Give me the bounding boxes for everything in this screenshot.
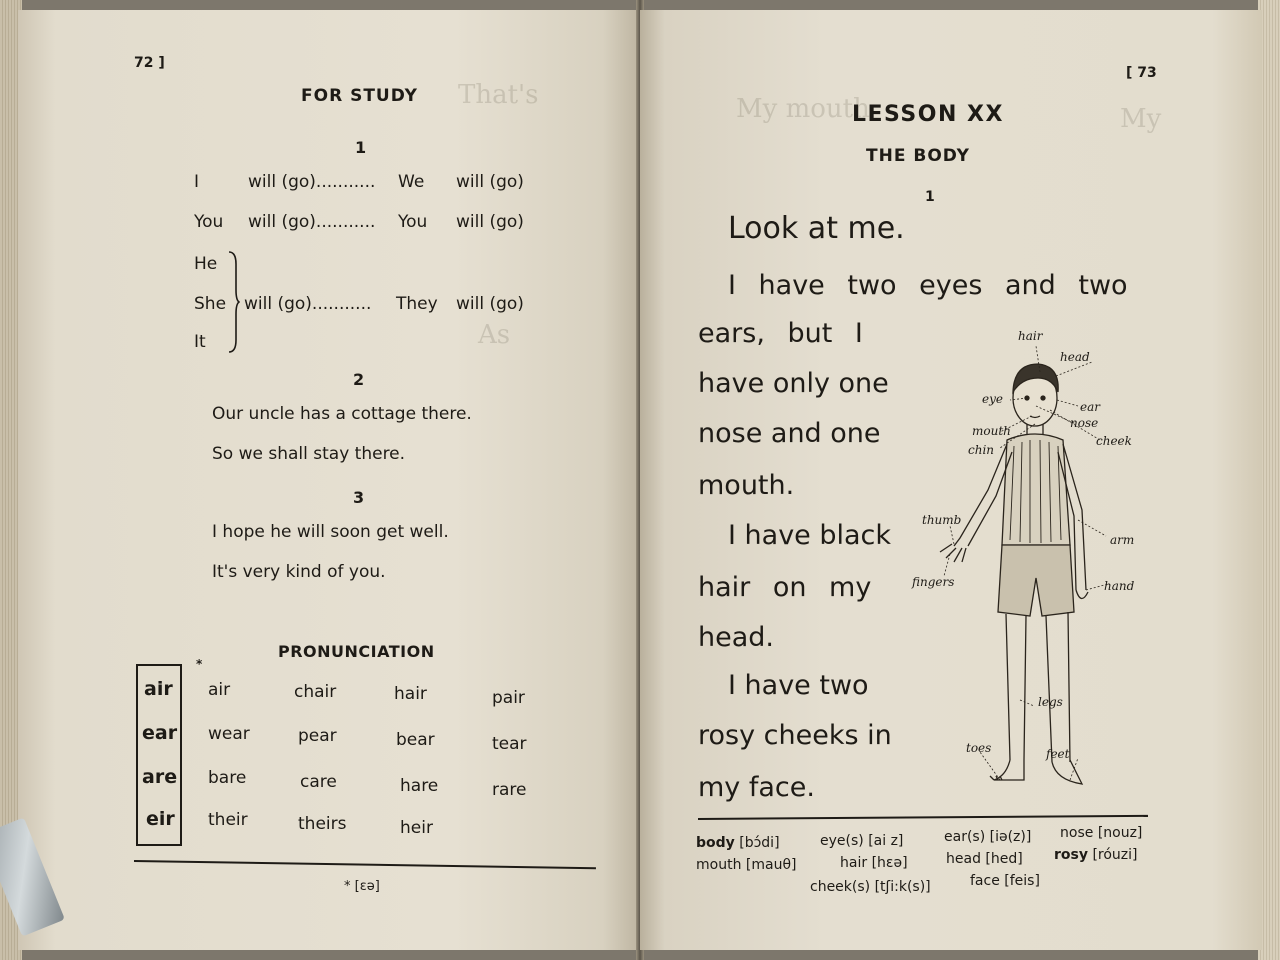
label-nose: nose <box>1070 416 1099 430</box>
vocab-entry <box>840 856 908 870</box>
label-eye: eye <box>982 392 1003 406</box>
vocab-entry <box>946 852 1023 866</box>
vocab-ipa: [bɔ́di] <box>739 835 780 851</box>
vocab-entry <box>696 858 797 872</box>
vocab-word: hair <box>840 855 868 871</box>
section-number: 1 <box>355 138 367 157</box>
subject: She <box>194 294 227 314</box>
show-through-text: As <box>478 320 511 350</box>
example-word: bear <box>396 730 435 750</box>
spelling-pattern: air <box>144 678 173 700</box>
right-page <box>640 10 1262 950</box>
vocab-word: ear(s) <box>944 829 986 845</box>
passage-line: I have two eyes and two <box>728 270 1128 301</box>
example-word: tear <box>492 734 527 754</box>
pronunciation-heading: PRONUNCIATION <box>278 642 435 661</box>
vocab-entry <box>970 874 1040 888</box>
show-through-text: That's <box>458 80 539 110</box>
vocab-word: eye(s) <box>820 833 864 849</box>
label-hand: hand <box>1104 579 1135 593</box>
passage-line: have only one <box>698 368 889 399</box>
example-word: heir <box>400 818 433 838</box>
vocab-ipa: [hed] <box>985 851 1023 867</box>
passage-line: head. <box>698 622 774 653</box>
vocab-word: cheek(s) <box>810 879 871 895</box>
vocab-word: face <box>970 873 1000 889</box>
vocab-ipa: [nouz] <box>1097 825 1143 841</box>
footnote-rule <box>134 860 596 869</box>
sentence: It's very kind of you. <box>212 562 386 582</box>
passage-line: ears, but I <box>698 318 863 349</box>
left-page <box>18 10 640 950</box>
passage-line: mouth. <box>698 470 795 501</box>
sentence: I hope he will soon get well. <box>212 522 449 542</box>
vocab-ipa: [tʃi:k(s)] <box>874 879 931 895</box>
label-legs: legs <box>1038 695 1063 709</box>
vocab-entry <box>1060 826 1142 840</box>
label-cheek: cheek <box>1096 434 1132 448</box>
example-word: pair <box>492 688 525 708</box>
vocabulary-rule <box>698 815 1148 820</box>
vocab-word: rosy <box>1054 847 1088 863</box>
example-word: bare <box>208 768 247 788</box>
example-word: theirs <box>298 814 347 834</box>
passage-line: Look at me. <box>728 211 905 246</box>
subject: I <box>194 172 200 192</box>
label-fingers: fingers <box>912 575 955 589</box>
spelling-pattern: are <box>142 766 178 788</box>
lesson-number: LESSON XX <box>852 102 1004 127</box>
show-through-text: My <box>1120 104 1162 134</box>
label-toes: toes <box>966 741 992 755</box>
verb: will (go)........... <box>248 212 376 232</box>
subject: You <box>194 212 224 232</box>
section-number: 3 <box>353 488 365 507</box>
spelling-pattern: ear <box>142 722 178 744</box>
section-heading: FOR STUDY <box>301 86 418 106</box>
vocab-ipa: [mauθ] <box>745 857 797 873</box>
example-word: rare <box>492 780 527 800</box>
label-ear: ear <box>1080 400 1100 414</box>
verb-plural: will (go) <box>456 212 524 232</box>
spelling-pattern: eir <box>146 808 175 830</box>
passage-line: nose and one <box>698 418 881 449</box>
subject-plural: You <box>398 212 428 232</box>
boy-figure-illustration <box>910 340 1160 800</box>
vocab-word: head <box>946 851 981 867</box>
passage-line: I have two <box>728 670 869 701</box>
show-through-text: My mouth <box>736 94 870 124</box>
vocab-entry <box>820 834 903 848</box>
label-mouth: mouth <box>972 424 1011 438</box>
section-number: 1 <box>925 189 935 205</box>
verb-plural: will (go) <box>456 294 524 314</box>
page-number: [ 73 <box>1126 65 1157 81</box>
passage-line: hair on my <box>698 572 872 603</box>
vocab-ipa: [róuzi] <box>1092 847 1138 863</box>
example-word: air <box>208 680 231 700</box>
verb-plural: will (go) <box>456 172 524 192</box>
example-word: pear <box>298 726 337 746</box>
section-number: 2 <box>353 370 365 389</box>
vocab-ipa: [ai z] <box>868 833 904 849</box>
vocab-ipa: [feis] <box>1004 873 1040 889</box>
verb: will (go)........... <box>248 172 376 192</box>
subject-plural: They <box>396 294 438 314</box>
label-hair: hair <box>1018 329 1043 343</box>
example-word: wear <box>208 724 250 744</box>
label-feet: feet <box>1046 747 1070 761</box>
label-thumb: thumb <box>922 513 962 527</box>
vocab-word: nose <box>1060 825 1094 841</box>
asterisk-mark: * <box>196 657 203 671</box>
vocab-entry <box>810 880 931 894</box>
subject: It <box>194 332 206 352</box>
subject-plural: We <box>398 172 425 192</box>
vocab-ipa: [hεə] <box>871 855 908 871</box>
verb: will (go)........... <box>244 294 372 314</box>
vocab-entry <box>944 830 1031 844</box>
vocab-word: body <box>696 835 735 851</box>
vocab-word: mouth <box>696 857 742 873</box>
passage-line: I have black <box>728 520 892 551</box>
example-word: chair <box>294 682 337 702</box>
brace-icon <box>226 250 240 354</box>
example-word: their <box>208 810 248 830</box>
example-word: hair <box>394 684 427 704</box>
label-chin: chin <box>968 443 995 457</box>
example-word: care <box>300 772 337 792</box>
footnote: * [ɛə] <box>344 879 380 894</box>
passage-line: rosy cheeks in <box>698 720 892 751</box>
vocab-entry <box>696 836 780 850</box>
sentence: So we shall stay there. <box>212 444 406 464</box>
subject: He <box>194 254 218 274</box>
sentence: Our uncle has a cottage there. <box>212 404 472 424</box>
passage-line: my face. <box>698 772 815 803</box>
page-number: 72 ] <box>134 55 165 71</box>
example-word: hare <box>400 776 439 796</box>
vocab-ipa: [iə(z)] <box>989 829 1032 845</box>
label-arm: arm <box>1110 533 1135 547</box>
label-head: head <box>1060 350 1090 364</box>
vocab-entry <box>1054 848 1138 862</box>
lesson-title: THE BODY <box>866 146 970 166</box>
